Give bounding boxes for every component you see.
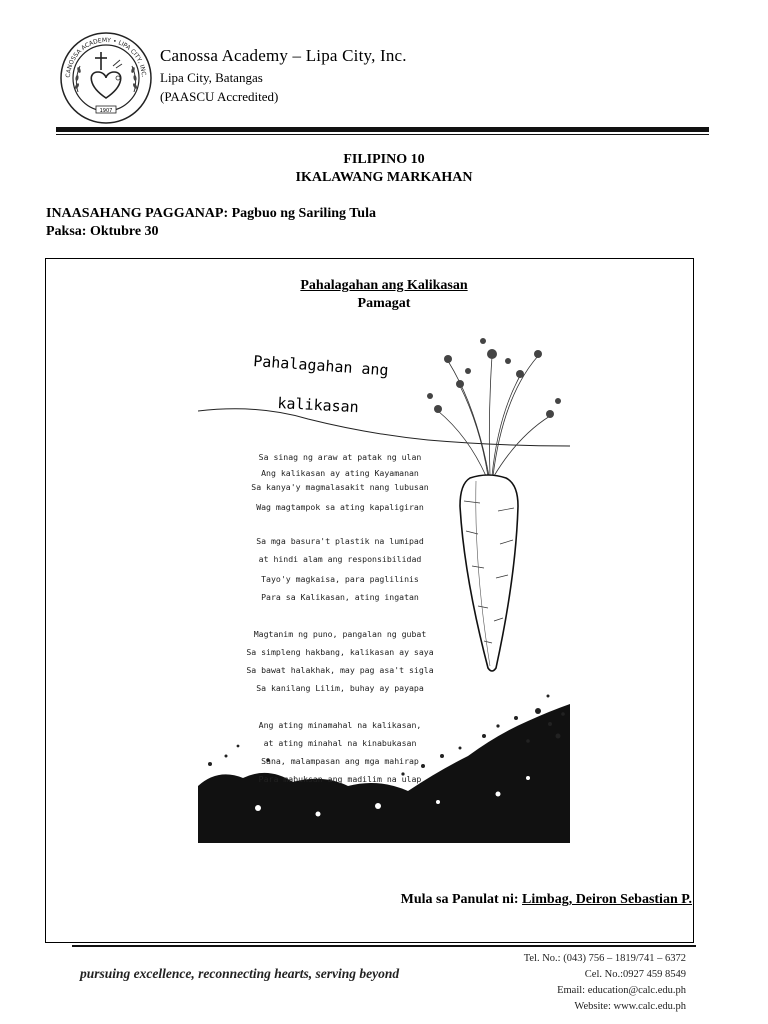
quarter-heading: IKALAWANG MARKAHAN [295,170,473,185]
task-label: INAASAHANG PAGGANAP: Pagbuo ng Sariling Tula [46,206,376,221]
poem-line: Sa bawat halakhak, may pag asa't sigla [246,665,434,675]
poem-line: Sa sinag ng araw at patak ng ulan [258,452,422,462]
poster-title-line1: Pahalagahan ang [252,352,390,380]
poem-line: Sa simpleng hakbang, kalikasan ay saya [246,647,434,657]
poem-line: Sa kanilang Lilim, buhay ay payapa [256,683,424,693]
contact-website: Website: www.calc.edu.ph [574,1001,686,1012]
poem-poster [198,316,570,843]
poem-line: Ang kalikasan ay ating Kayamanan [261,468,419,478]
poem-line: at ating minahal na kinabukasan [263,738,417,748]
poem-title: Pahalagahan ang Kalikasan [300,278,468,293]
poem-line: Sa kanya'y magmalasakit nang lubusan [251,482,429,492]
topic-label: Paksa: Oktubre 30 [46,224,159,239]
title-caption: Pamagat [357,296,411,311]
poem-line: at hindi alam ang responsibilidad [258,554,422,564]
poem-line: Ang ating minamahal na kalikasan, [258,720,422,730]
author-label: Mula sa Panulat ni: [400,892,523,907]
seal-ring-text: CANOSSA ACADEMY • LIPA CITY, INC. [64,36,148,78]
contact-email: Email: education@calc.edu.ph [557,985,686,996]
header-rule-thin [56,134,709,135]
poem-line: Tayo'y magkaisa, para paglilinis [261,574,419,584]
header-rule-thick [56,127,709,132]
school-accreditation: (PAASCU Accredited) [160,89,279,104]
contact-cel: Cel. No.:0927 459 8549 [584,969,686,980]
poem-line: Magtanim ng puno, pangalan ng gubat [253,629,427,639]
carrot-leaf-tips [427,338,561,418]
poem-line: Para mabuksan ang madilim na ulap [258,774,422,784]
poem-line: Para sa Kalikasan, ating ingatan [261,592,419,602]
school-motto: pursuing excellence, reconnecting hearts, serving beyond [80,966,400,981]
poem-line: Sa mga basura't plastik na lumipad [256,536,424,546]
seal-year: 1907 [99,108,113,114]
school-name: Canossa Academy – Lipa City, Inc. [160,46,407,65]
author-name: Limbag, Deiron Sebastian P. [522,892,692,907]
school-seal-logo [58,30,154,126]
school-city: Lipa City, Batangas [160,70,263,85]
subject-heading: FILIPINO 10 [343,152,425,167]
author-credit [0,892,692,908]
poem-line: Wag magtampok sa ating kapaligiran [256,502,424,512]
footer-rule [72,945,696,947]
poem-line: Sana, malampasan ang mga mahirap [261,756,419,766]
poster-title-line2: kalikasan [277,394,360,417]
contact-tel: Tel. No.: (043) 756 – 1819/741 – 6372 [523,953,686,964]
